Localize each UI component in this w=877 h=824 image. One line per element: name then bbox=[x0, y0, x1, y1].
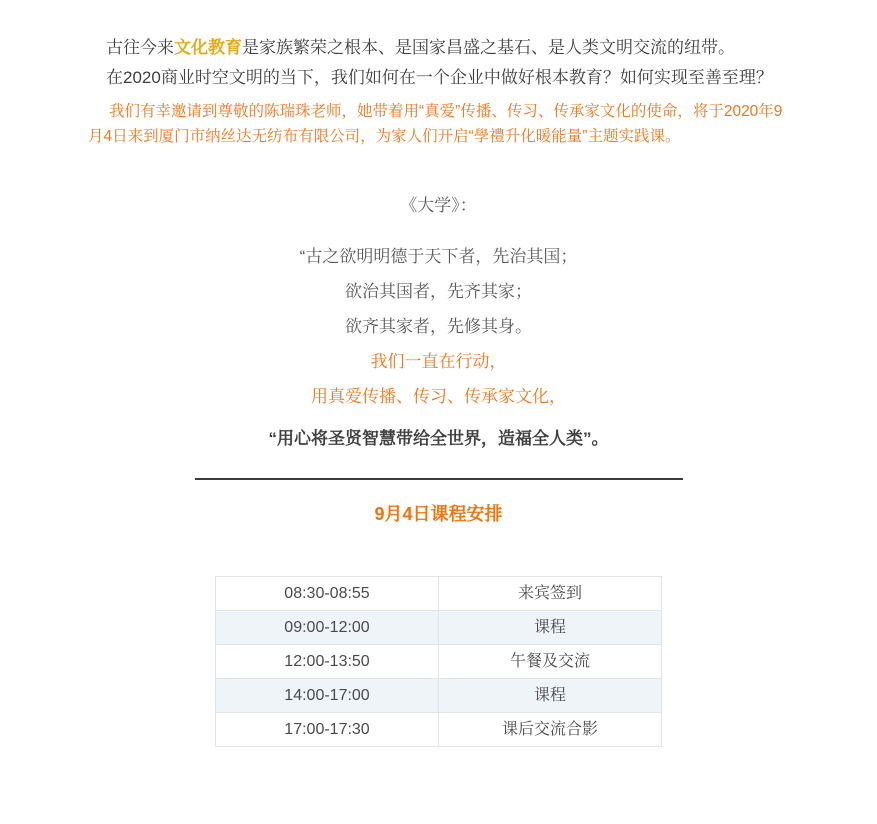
activity-cell: 午餐及交流 bbox=[439, 645, 662, 679]
table-row bbox=[216, 713, 662, 747]
time-cell: 17:00-17:30 bbox=[216, 713, 439, 747]
table-row bbox=[216, 645, 662, 679]
schedule-table bbox=[215, 576, 662, 747]
quote-line-2: 欲治其国者，先齐其家； bbox=[345, 282, 532, 301]
table-row bbox=[216, 577, 662, 611]
section-divider bbox=[195, 478, 683, 480]
intro-paragraph-1 bbox=[88, 33, 789, 63]
motto-line: “用心将圣贤智慧带给全世界，造福全人类”。 bbox=[268, 429, 609, 448]
action-line-2: 用真爱传播、传习、传承家文化， bbox=[311, 387, 566, 406]
highlight-keyword: 文化教育 bbox=[174, 38, 242, 57]
time-cell: 09:00-12:00 bbox=[216, 611, 439, 645]
table-row bbox=[216, 679, 662, 713]
activity-cell: 来宾签到 bbox=[439, 577, 662, 611]
activity-cell: 课程 bbox=[439, 679, 662, 713]
activity-cell: 课后交流合影 bbox=[439, 713, 662, 747]
schedule-heading: 9月4日课程安排 bbox=[374, 504, 503, 524]
quote-line-1: “古之欲明明德于天下者，先治其国； bbox=[299, 247, 578, 266]
time-cell: 12:00-13:50 bbox=[216, 645, 439, 679]
intro-paragraph-2: 在2020商业时空文明的当下，我们如何在一个企业中做好根本教育？如何实现至善至理？ bbox=[106, 68, 773, 87]
action-line-1: 我们一直在行动， bbox=[370, 352, 507, 371]
intro-paragraph-1-post: 是家族繁荣之根本、是国家昌盛之基石、是人类文明交流的纽带。 bbox=[242, 38, 735, 57]
intro-paragraph-1-pre: 古往今来 bbox=[106, 38, 174, 57]
activity-cell: 课程 bbox=[439, 611, 662, 645]
table-row bbox=[216, 611, 662, 645]
intro-paragraph-3: 我们有幸邀请到尊敬的陈瑞珠老师，她带着用“真爱”传播、传习、传承家文化的使命，将于2020年9月4日来到厦门市纳丝达无纺布有限公司，为家人们开启“學禮升化暖能量”主题实践课。 bbox=[88, 103, 783, 145]
quote-line-3: 欲齐其家者，先修其身。 bbox=[345, 317, 532, 336]
time-cell: 14:00-17:00 bbox=[216, 679, 439, 713]
time-cell: 08:30-08:55 bbox=[216, 577, 439, 611]
quote-title: 《大学》： bbox=[400, 196, 477, 215]
